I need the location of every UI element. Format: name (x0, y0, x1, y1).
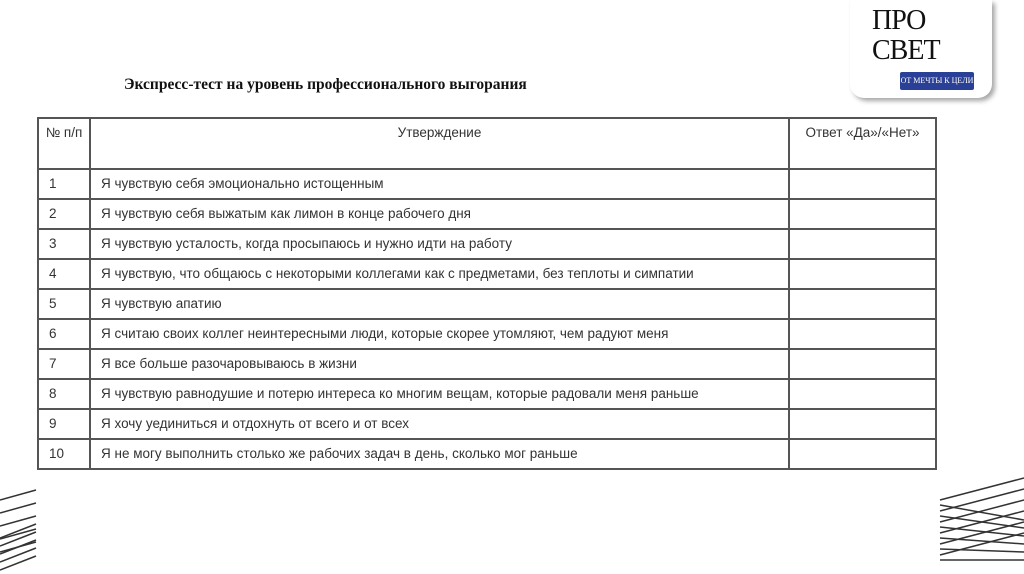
table-row (38, 199, 936, 229)
table-row (38, 229, 936, 259)
answer-cell[interactable] (789, 439, 936, 469)
row-statement: Я чувствую усталость, когда просыпаюсь и нужно идти на работу (90, 229, 789, 259)
answer-cell[interactable] (789, 259, 936, 289)
answer-cell[interactable] (789, 229, 936, 259)
stripe (940, 511, 1024, 533)
row-statement: Я чувствую равнодушие и потерю интереса ко многим вещам, которые радовали меня раньше (90, 379, 789, 409)
stripe (940, 527, 1024, 536)
row-statement: Я чувствую себя эмоционально истощенным (90, 169, 789, 199)
table-row (38, 169, 936, 199)
header-num: № п/п (38, 118, 90, 169)
answer-cell[interactable] (789, 289, 936, 319)
row-num: 2 (38, 199, 90, 229)
row-num: 3 (38, 229, 90, 259)
table-row (38, 409, 936, 439)
answer-cell[interactable] (789, 409, 936, 439)
answer-cell[interactable] (789, 169, 936, 199)
table-row (38, 439, 936, 469)
header-answer: Ответ «Да»/«Нет» (789, 118, 936, 169)
row-statement: Я хочу уединиться и отдохнуть от всего и от всех (90, 409, 789, 439)
table-row (38, 379, 936, 409)
stripe (940, 489, 1024, 511)
logo-line2: СВЕТ (872, 35, 940, 66)
table-row (38, 349, 936, 379)
row-num: 4 (38, 259, 90, 289)
row-num: 6 (38, 319, 90, 349)
row-num: 8 (38, 379, 90, 409)
row-num: 5 (38, 289, 90, 319)
burnout-test-table (37, 117, 937, 470)
row-num: 9 (38, 409, 90, 439)
stripe (940, 500, 1024, 522)
table-row (38, 259, 936, 289)
logo (872, 6, 940, 66)
row-statement: Я не могу выполнить столько же рабочих задач в день, сколько мог раньше (90, 439, 789, 469)
logo-line1: ПРО (872, 5, 926, 36)
stripe (940, 478, 1024, 500)
row-statement: Я все больше разочаровываюсь в жизни (90, 349, 789, 379)
header-statement: Утверждение (90, 118, 789, 169)
stripe (0, 516, 36, 526)
table-row (38, 289, 936, 319)
stripe (0, 556, 36, 570)
row-statement: Я считаю своих коллег неинтересными люди, которые скорее утомляют, чем радуют меня (90, 319, 789, 349)
answer-cell[interactable] (789, 199, 936, 229)
row-statement: Я чувствую себя выжатым как лимон в конце рабочего дня (90, 199, 789, 229)
row-statement: Я чувствую апатию (90, 289, 789, 319)
row-num: 10 (38, 439, 90, 469)
stripe (0, 503, 36, 513)
row-num: 1 (38, 169, 90, 199)
answer-cell[interactable] (789, 379, 936, 409)
answer-cell[interactable] (789, 319, 936, 349)
answer-cell[interactable] (789, 349, 936, 379)
table-row (38, 319, 936, 349)
row-num: 7 (38, 349, 90, 379)
page-title: Экспресс-тест на уровень профессионального выгорания (124, 76, 527, 93)
stripe (0, 490, 36, 500)
row-statement: Я чувствую, что общаюсь с некоторыми коллегами как с предметами, без теплоты и симпатии (90, 259, 789, 289)
logo-badge: ОТ МЕЧТЫ К ЦЕЛИ (900, 72, 974, 90)
